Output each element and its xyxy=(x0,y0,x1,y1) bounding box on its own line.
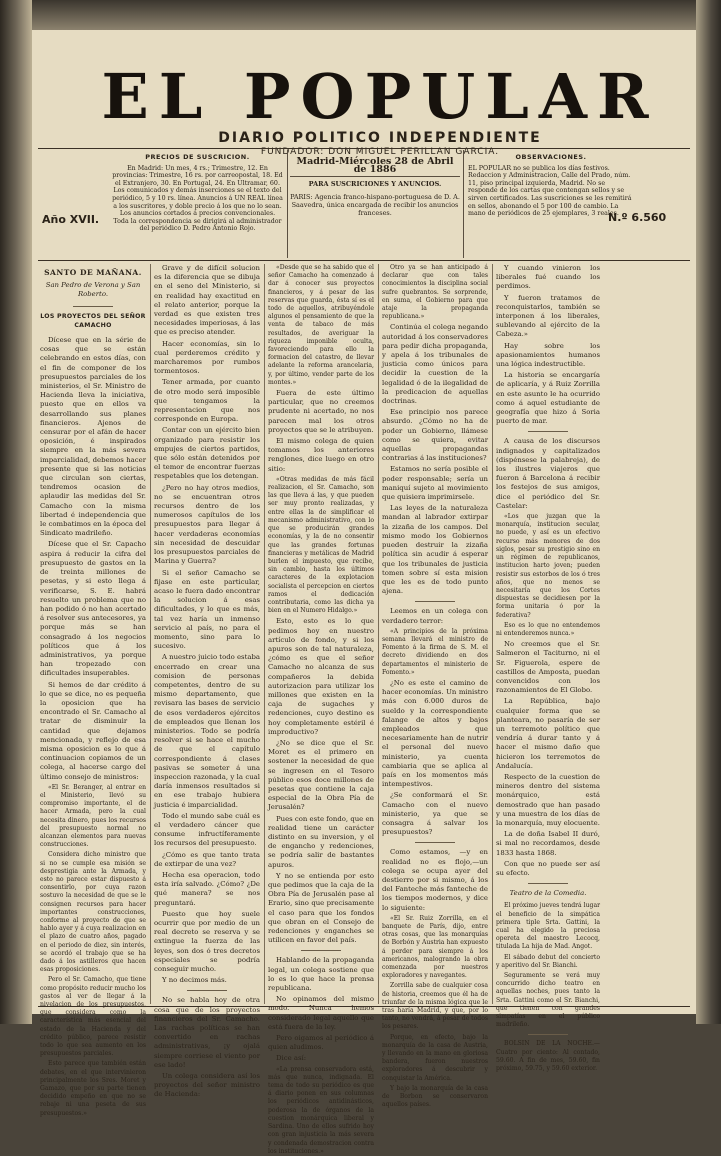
issue-number: N.º 6.560 xyxy=(608,211,667,224)
paragraph: Grave y de difícil solucion es la diferencia que se dibuja en el seno del Ministerio, si en realidad hay exactitud en el relato anterior, porque la verdad es que existen tres necesidades imperiosas, á las que es preciso atender. xyxy=(154,264,260,337)
observations-text: EL POPULAR no se publica los días festivos. Redaccion y Administracion, Calle del Prado, núm. 11, piso principal izquierda, Madrid. No se responde de los cartas que contengan sellos y se sirven certificados. Las suscriciones se les remitirá en sellos, abonando el 5 por 100 de cambio. La mano de periódicos de 25 ejemplares, 3 reales. xyxy=(468,164,632,218)
separator xyxy=(73,306,113,307)
saint-heading: SANTO DE MAÑANA. xyxy=(44,268,142,277)
paragraph: Y no decimos más. xyxy=(162,976,227,985)
quoted-paragraph: Otro ya se han anticipado á declarar que con tales conocimientos la disciplina social sufre quebrantos. Se sorprende, en suma, el Gobierno para que ataje la propaganda republicana.» xyxy=(382,264,488,321)
paragraph: Y cuando vinieron los liberales fué cuando los perdimos. xyxy=(496,264,600,291)
quoted-paragraph: «Otras medidas de más fácil realizacion, el Sr. Camacho, son las que lleva á las, y que pueden ser muy pronto realizadas, y entre ellas la de simplificar el mecanismo administrativo, con lo que se producirán grandes economías, y la de no consentir que las grandes fortunas financieras y metálicas de Madrid burlen el impuesto, que recibe, sin cambio, hasta los últimos caracteres de la explotacion socialista el percepcion en ciertos ramos el dedicación contributaria, como las dicha ya bien en el Numero Hidalgo.» xyxy=(268,475,374,615)
quoted-paragraph: Eso es lo que no entendemos ni entenderemos nunca.» xyxy=(496,621,600,637)
paragraph: La historia se encargaría de aplicaría, y á Ruiz Zorrilla en este asunto le ha ocurrido como á aquel estudiante de geografía que hizo á Soria puerto de mar. xyxy=(496,371,600,426)
paragraph: Esto, esto es lo que pedimos hoy en nuestro artículo de fondo, y si los apuros son de tal naturaleza, ¿cómo es que el señor Camacho no alcanza de sus compañeros la debida autorizacion para utilizar los millones que existen en la caja de sugaches y redenciones, cuyo destino es hoy completamente estéril é improductivo? xyxy=(268,617,374,736)
paragraph: Pues con este fondo, que en realidad tiene un carácter distinto en su inversion, y el de engancho y redenciones, se podría salir de bastantes apuros. xyxy=(268,814,374,869)
paragraph: El próximo jueves tendrá lugar el beneficio de la simpática primera tiple Srta. Gattini, la cual ha elegido la preciosa opereta del maestro Lecocq, titulada La hija de Mad. Angot. xyxy=(496,902,600,951)
paragraph: ¿Pero no hay otros medios, no se encuentran otros recursos dentro de los numerosos capítulos de los presupuestos para llegar á hacer verdaderas economías sin necesidad de descuidar los presupuestos parciales de Marina y Guerra? xyxy=(154,483,260,566)
separator xyxy=(528,883,568,884)
paragraph: La República, bajo cualquier forma que se planteara, no pasaría de ser un terremoto político que vendría á durar tanto y á hacer el mismo daño que hicieron los terremotos de Andalucía. xyxy=(496,697,600,770)
paragraph: Ese principio nos parece absurdo. ¿Cómo no ha de poder un Gobierno, llámese como se quiera, evitar aquellas propagandas contrarias á las instituciones? xyxy=(382,408,488,463)
footer-rule xyxy=(38,1006,690,1007)
column-4 xyxy=(382,264,488,1109)
paragraph: Hacer economías, sin lo cual perderemos crédito y marcharemos por rumbos tormentosos. xyxy=(154,339,260,376)
paragraph: Continúa el colega negando autoridad á los conservadores para pedir dicha propaganda, y apela á los tribunales de justicia como únicos para decidir la cuestion de la legalidad ó de la ilegalidad de la predicacion de aquellas doctrinas. xyxy=(382,323,488,406)
column-5 xyxy=(496,264,600,1073)
page-edge-top xyxy=(32,0,696,30)
newspaper-page xyxy=(32,30,696,1155)
paragraph: Todo el mundo sabe cuál es el verdadero cáncer que consume infructíferamente los recursos del presupuesto. xyxy=(154,811,260,848)
paris-agency: PARIS: Agencia franco-hispano-portuguesa de D. A. Saavedra, única encargada de recibir los anuncios franceses. xyxy=(290,192,460,217)
newspaper-subtitle: DIARIO POLITICO INDEPENDIENTE xyxy=(218,130,542,146)
subscription-insertions: Los comunicados y demás inserciones se el texto del periódico, 5 y 10 rs. línea. Anuncios á UN REAL línea a los suscritores, y doble precio á los que no lo sean. xyxy=(112,187,283,210)
date-box xyxy=(290,150,460,258)
column-2 xyxy=(154,264,260,1099)
paragraph: Dícese que en la série de cosas que se están celebrando en estos días, con el fin de componer de los presupuestos parciales de los ministerios, el Sr. Ministro de Hacienda lleva la iniciativa, puesto que en ellos va desarrollando sus planes financieros. Ajenos de censurar por el afán de hacer oposición, é inspirados siempre en la más severa imparcialidad, debemos hacer presente que si las noticias que circulan son ciertas, tendremos ocasion de aplaudir las medidas del Sr. Camacho con la misma libertad é independencia que le combatimos en la época del Sindicato madrileño. xyxy=(40,336,146,538)
subscription-notes: Los anuncios cortados á precios convencionales. Toda la correspondencia se dirigirá al administrador del periódico D. Pedro Antonio Rojo. xyxy=(113,210,282,233)
paragraph: A nuestro juicio todo estaba encerrado en crear una comision de personas competentes, dentro de su mismo departamento, que revisara las bases de servicio de esos verdaderos ejércitos de empleados que llenan los ministerios. Todo se podría resolver si se hace el mucho de que el capítulo correspondiente á clases pasivas se someter á una inspeccion razonada, y la cual daría inmensos resultados si en ese trabajo hubiera justicia é imparcialidad. xyxy=(154,653,260,809)
paragraph: ¿Cómo es que tanto trata de extirpar de una vez? xyxy=(154,850,260,868)
paragraph: Leemos en un colega con verdadero terror: xyxy=(382,607,488,625)
paragraph: No opinamos del mismo modo. Nunca hemos considerado legal aquello que está fuera de la ley. xyxy=(268,995,374,1031)
header-rule-top xyxy=(38,148,690,149)
saint-names: San Pedro de Verona y San Roberto. xyxy=(45,281,141,299)
masthead xyxy=(92,60,668,157)
paragraph: Un colega considera así los proyectos del señor ministro de Hacienda: xyxy=(154,1072,260,1099)
paragraph: Si hemos de dar crédito á lo que se dice, no es pequeña la oposicion que ha encontrado el Sr. Camacho al tratar de disminuir la cantidad que dejamos mencionada, y reflejo de esa misma oposicion es lo que á continuacion copiamos de un colega, al hacerse cargo del último consejo de ministros: xyxy=(40,680,146,781)
paragraph: Pero oigamos al periódico á quien aludimos. xyxy=(268,1034,374,1052)
quoted-paragraph: «Los que juzgan que la monarquía, institucion secular, no puede, y así es un efectivo recurso más menores de dos siglos, pesar su prestigio sino en un régimen de republicanos, institucion harto joven; pueden resistir sus estorbos de los ó tres años, que no menos se necesitaría que los Cortes dispuestas se decidiesen por la forma unitaria ó por la federativa? xyxy=(496,513,600,619)
article-columns xyxy=(40,264,690,1155)
observations-heading: OBSERVACIONES. xyxy=(515,153,587,161)
theatre-heading: Teatro de la Comedia. xyxy=(509,889,587,898)
paragraph: Hay sobre los apasionamientos humanos una lógica indestructible. xyxy=(496,341,600,369)
quoted-paragraph: «A principios de la próxima semana llevará el ministro de Fomento á la firma de S. M. el decreto dividiendo en dos departamentos el ministerio de Fomento.» xyxy=(382,627,488,676)
quoted-paragraph: «Desde que se ha sabido que el señor Camacho ha comenzado á dar á conocer sus proyectos financieros, y á pesar de las reservas que guarda, ésta sí es el todo de aquellos, atribuyéndole algunos el pensamiento de que la venta de tabaco de más resultados, de averiguar la riqueza imponible oculta, favoreciendo para ello la formacion del catastro, de llevar adelante la reforma arancelaria, y, por último, vender parte de los montes.» xyxy=(268,264,374,386)
paragraph: Contar con un ejército bien organizado para resistir los empujes de ciertos partidos, que sólo están detenidos por el temor de encontrar fuerzas respetables que los detengan. xyxy=(154,426,260,481)
quoted-paragraph: «La prensa conservadora está, más que nunca, indignada. El tema de todo su periódico es que á diario ponen en sus columnas los periódicos antidinásticos, poderosa la de órganos de la cuestion monárquica liberal y Sardina. Uno de ellos sufrido hoy con gran injusticia la más severa y condenada demostracion contra los instituciones.» xyxy=(268,1065,374,1155)
paragraph: Y fueron tratamos de reconquistarlos, también se interponen á los liberales, sublevando al ejército de la Cabeza.» xyxy=(496,293,600,339)
quoted-paragraph: Porque, en efecto, bajo la monarquía de la casa de Austria, y llevando en la mano en gloriosa bandera, fueron nuestros exploradores á descubrir y conquistar la América. xyxy=(382,1033,488,1082)
quoted-paragraph: Y bajo la monarquía de la casa de Borbon se conservaron aquellos países. xyxy=(382,1084,488,1109)
paragraph: Las leyes de la naturaleza mandan al labrador extirpar la zizaña de los campos. Del mismo modo los Gobiernos pueden destruir la zizaña política sin acudir á esperar que los tribunales de justicia tomen sobre sí esta mision que les es de todo punto ajena. xyxy=(382,504,488,596)
ads-heading: PARA SUSCRICIONES Y ANUNCIOS. xyxy=(308,180,442,189)
paragraph: A causa de los discursos indignados y capitalizados (dispénsese la palabreja), de los ilustres viajeros que fueron á Barcelona á recibir los festejos de sus amigos, dice el periódico del Sr. Castelar: xyxy=(496,437,600,510)
paragraph: Hecha esa operacion, todo esta iría salvado. ¿Cómo? ¿De qué manera? se nos preguntará. xyxy=(154,871,260,907)
paragraph: Y no se entienda por esto que pedimos que la caja de la Obra Pía de Jerusalén pase al Erario, sino que precisamente el caso para que los fondos que obran en el Consejo de redenciones y enganches se utilicen en favor del país. xyxy=(268,871,374,945)
founder-line: FUNDADOR: DON MIGUEL PERILLAN GARCIA. xyxy=(260,147,500,157)
paragraph: Con que no puede ser así su efecto. xyxy=(496,859,600,877)
quoted-paragraph: Esto parece que también están debates, en el que intervinieron principalmente los Sres. Moret y Gamazo, que por su parte tienen decidido empeño en que no se rebaje ni una peseta de sus presupuestos.» xyxy=(40,1060,146,1117)
subscription-prices: En Madrid: Un mes, 4 rs.; Trimestre, 12. En provincias: Trimestre, 16 rs. por carreopostal, 18. Ed el Extranjero, 30. En Portugal, 24. En Ultramar, 60. xyxy=(112,164,283,187)
separator xyxy=(301,950,341,951)
column-3 xyxy=(268,264,374,1155)
paragraph: Dice así: xyxy=(276,1054,307,1063)
issue-date: Madrid-Miércoles 28 de Abril de 1886 xyxy=(290,158,460,177)
paragraph: ¿No es este el camino de hacer economías. Un ministro más con 6.000 duros de sueldo y la correspondiente falange de altos y bajos empleados que necesariamente han de nutrir el personal del nuevo ministerio, ya cuenta cambiaria que se aplica al país en los momentos más intempestivos. xyxy=(382,678,488,789)
info-bar xyxy=(38,150,690,258)
stock-report: BOLSIN DE LA NOCHE.—Cuatro por ciento: Al contado, 59.60. A fin de mes, 59.60, fin próximo, 59.75, y 59.60 exterior. xyxy=(496,1040,600,1073)
paragraph: La de doña Isabel II duró, si mal no recordamos, desde 1833 hasta 1868. xyxy=(496,830,600,857)
paragraph: ¿Se conformará el Sr. Camacho con el nuevo ministerio, ya que se consagra á salvar los presupuestos? xyxy=(382,791,488,837)
separator xyxy=(187,990,227,991)
separator xyxy=(415,842,455,843)
paragraph: Hablando de la propaganda legal, un colega sostiene que lo es lo que hace la prensa republicana. xyxy=(268,956,374,993)
paragraph: ¿No se dice que el Sr. Moret es el primero en sostener la necesidad de que se ingresen en el Tesoro público esos doce millones de pesetas que contiene la caja especial de la Obra Pía de Jerusalén? xyxy=(268,738,374,812)
separator xyxy=(415,601,455,602)
paragraph: El mismo colega de quien tomamos los anteriores renglones, dice luego en otro sitio: xyxy=(268,437,374,473)
paragraph: No se habla hoy de otra cosa que de los proyectos financieros del Sr. Camacho. Las rachas políticas se han convertido en rachas administrativas, ¡y ojalá siempre corriese el viento por ese lado! xyxy=(154,996,260,1069)
paragraph: Respecto de la cuestion de mineros dentro del sistema monárquico, está demostrado que han pasado y una muestra de los días de la monarquía, muy elocuente. xyxy=(496,772,600,827)
column-rule xyxy=(492,264,493,1004)
newspaper-title: EL POPULAR xyxy=(101,60,659,133)
column-rule xyxy=(150,264,151,1004)
separator xyxy=(528,1034,568,1035)
paragraph: Dícese que el Sr. Capacho aspira á reducir la cifra del presupuesto de gastos en la de treinta millones de pesetas, y si esto llega á verificarse, S. E. habrá resuelto un problema que no han podido ó no han acertado á resolver sus antecesores, ya porque más se han consagrado á los negocios políticos que á los administrativos, ya porque han tropezado con dificultades insuperables. xyxy=(40,540,146,678)
subscription-heading: PRECIOS DE SUSCRICION. xyxy=(145,153,250,161)
paragraph: Estamos no sería posible el poder responsable; sería un maniquí sujeto al movimiento que quisiera imprimirsele. xyxy=(382,465,488,502)
quoted-paragraph: Zorrilla sabe de cualquier cosa de historia, creemos que él ha de triunfar de la misma lógica que le tras haría Madrid, y que, por lo tanto, no vendrá, á pesar de todos los pesares. xyxy=(382,982,488,1031)
paragraph: Seguramente se verá muy concurrido dicho teatro en aquellas noches, pues tanto la Srta. Gattini como el Sr. Bianchi, que tienen con grandes simpatías en el público madrileño. xyxy=(496,972,600,1029)
quoted-paragraph: Pero el Sr. Camacho, que tiene como propósito reducir mucho los gastos al ver de llegar á la nivelacion de los presupuestos, que considera como la característica más esencial del estado de la Hacienda y del crédito público, parece resistir todo lo que sea aumento en los presupuestos parciales. xyxy=(40,976,146,1058)
subscription-box xyxy=(108,150,288,258)
page-edge-left xyxy=(0,0,32,1024)
year-label: Año XVII. xyxy=(42,213,100,226)
quoted-paragraph: Considera dicho ministro que si no se cumple esa misión se desprestigia ante la Armada, y esto no parece estar dispuesto á consentirlo, por cuya razon sostuvo la necesidad de que se le consignen recursos para hacer importantes construcciones, conforme al proyecto de que se hablo ayer y á cuya realizacion en el plazo de cuatro años, pagado en el periodo de diez, sin interés, se acordó el trabajo que se ha dado á los astilleros que hacen esas proposiciones. xyxy=(40,851,146,974)
paragraph: Puesto que hoy suele ocurrir que por medio de un real decreto se reserva y se extingue la fuerza de las leyes, son dos ó tres decretos especiales se podría conseguir mucho. xyxy=(154,909,260,974)
quoted-paragraph: «El Sr. Ruiz Zorrilla, en el banquete de París, dijo, entre otras cosas, que las monarquías de Borbón y Austria han expuesto á perder para siempre á los americanos, malogrando la obra comenzada por nuestros exploradores y navegantes. xyxy=(382,914,488,980)
quoted-paragraph: «El Sr. Beranger, al entrar en el Ministerio, llevó su compromiso importante, el de hacer Armada, pero la cual necesita dinero, pues los recursos del presupuesto normal no alcanzan elementos para nuevas construcciones. xyxy=(40,783,146,849)
column-rule xyxy=(378,264,379,1004)
column-1 xyxy=(40,264,146,1117)
page-edge-right xyxy=(696,0,721,1024)
paragraph: Como estamos, —y en realidad no es flojo,—un colega se ocupa ayer del destierro por si mismo, á los del Fanteche más fanteche de los tiempos modernos, y dice lo siguiente: xyxy=(382,848,488,912)
paragraph: No creemos que el Sr. Salmeron el Taciturno, ni el Sr. Figuerola, espere de castillos de Amposta, puedan convencidos con los razonamientos de El Globo. xyxy=(496,640,600,695)
observations-box xyxy=(463,150,638,258)
article-title: LOS PROYECTOS DEL SEÑOR CAMACHO xyxy=(40,312,146,329)
paragraph: Fuera de este último particular, que no creemos prudente ni acertado, no nos parecen mal los otros proyectos que se le atribuyen. xyxy=(268,389,374,434)
paragraph: El sábado debut del concierto y aperitivo del Sr. Bianchi. xyxy=(496,953,600,969)
separator xyxy=(528,431,568,432)
paragraph: Si el señor Camacho se fijase en este particular, acaso le fuera dado encontrar la solucion á esas dificultades, y lo que es más, tal vez haría un inmenso servicio al país, no para el momento, sino para lo sucesivo. xyxy=(154,568,260,651)
paragraph: Tener armada, por cuanto de otro modo será imposible que tengamos la representacion que nos corresponde en Europa. xyxy=(154,378,260,424)
column-rule xyxy=(264,264,265,1004)
header-rule-bottom xyxy=(38,260,690,261)
